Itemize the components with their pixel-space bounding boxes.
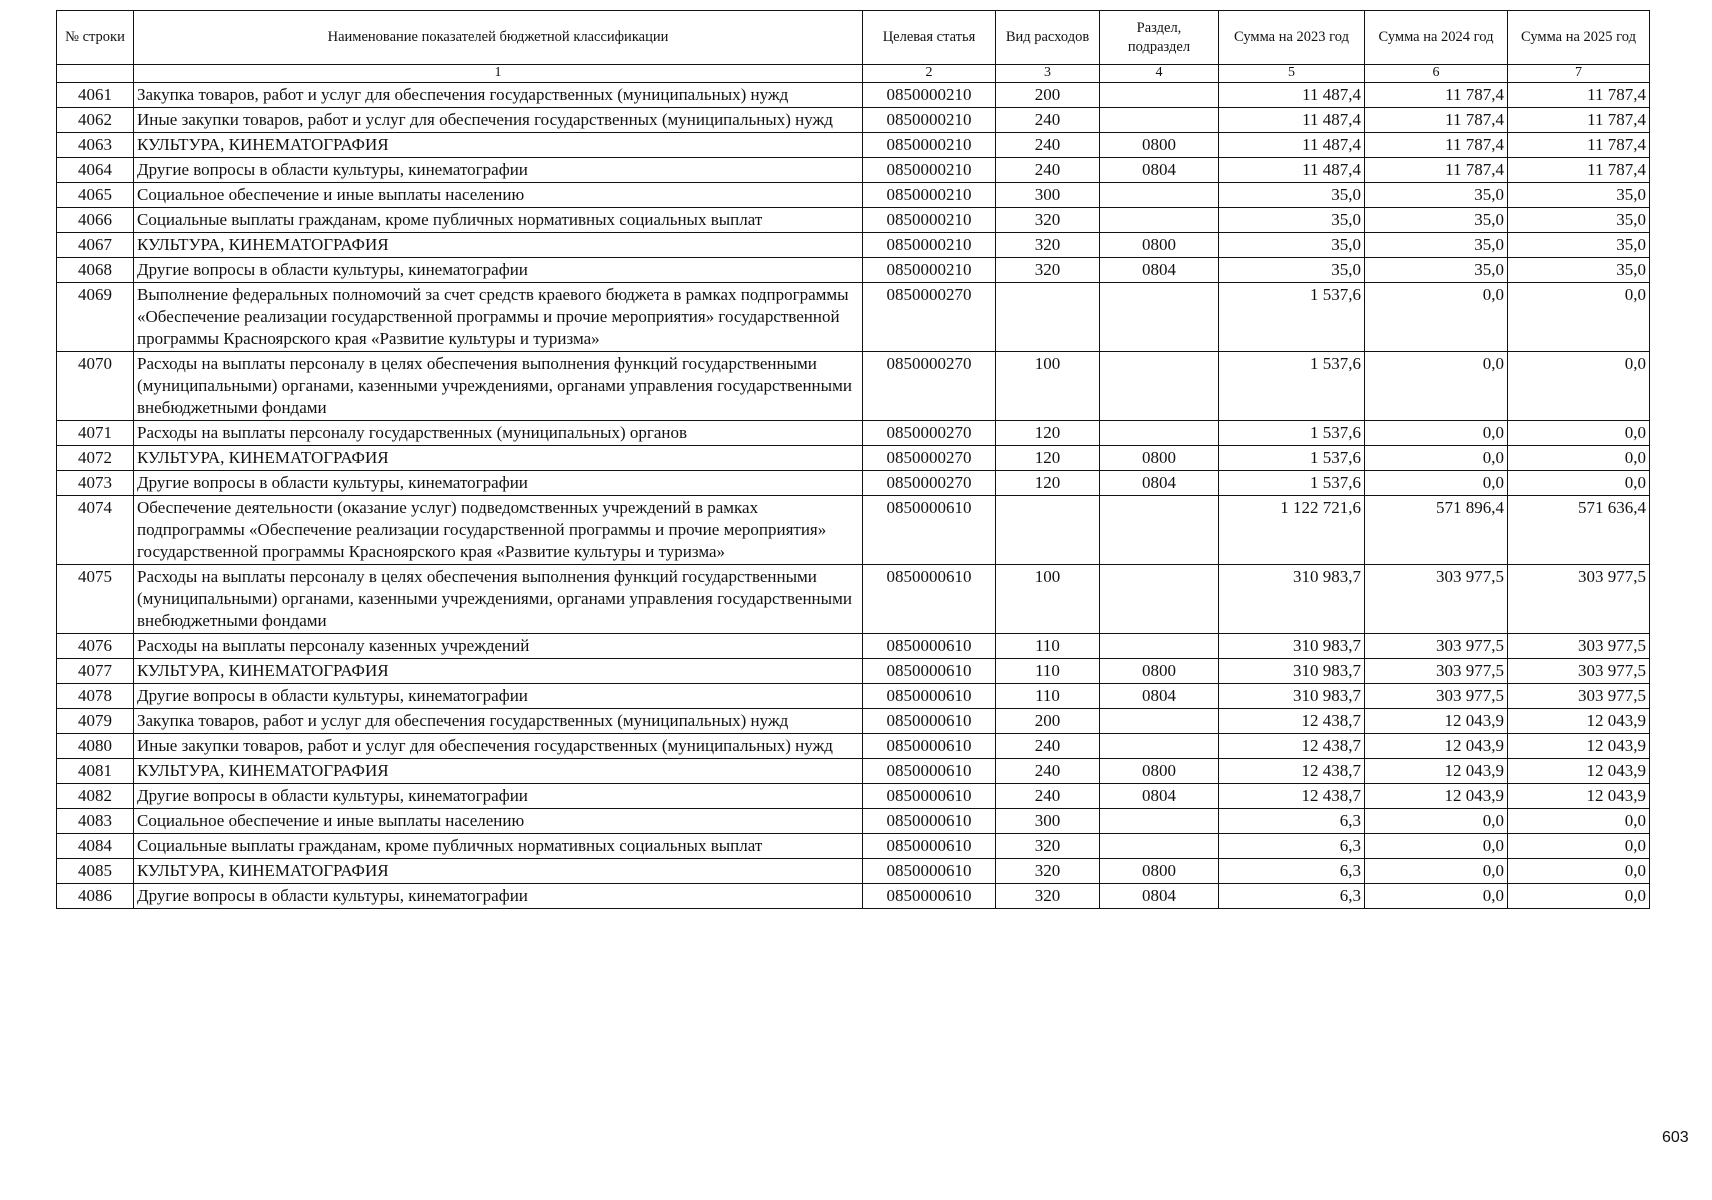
- row-expense-type: 110: [996, 684, 1100, 709]
- row-section: [1100, 496, 1219, 565]
- row-sum-2024: 0,0: [1365, 283, 1508, 352]
- row-sum-2023: 6,3: [1219, 809, 1365, 834]
- budget-table: [56, 10, 1650, 909]
- row-target-code: 0850000610: [863, 759, 996, 784]
- row-sum-2023: 6,3: [1219, 859, 1365, 884]
- column-number: 5: [1219, 65, 1365, 83]
- header-row: [57, 11, 1650, 65]
- table-row: [57, 734, 1650, 759]
- row-section: [1100, 283, 1219, 352]
- row-sum-2024: 303 977,5: [1365, 684, 1508, 709]
- row-name: КУЛЬТУРА, КИНЕМАТОГРАФИЯ: [134, 133, 863, 158]
- table-row: [57, 421, 1650, 446]
- row-sum-2024: 35,0: [1365, 183, 1508, 208]
- row-target-code: 0850000610: [863, 634, 996, 659]
- row-section: 0800: [1100, 446, 1219, 471]
- table-row: [57, 659, 1650, 684]
- row-target-code: 0850000210: [863, 258, 996, 283]
- row-number: 4077: [57, 659, 134, 684]
- row-number: 4063: [57, 133, 134, 158]
- row-sum-2023: 310 983,7: [1219, 659, 1365, 684]
- row-sum-2023: 6,3: [1219, 884, 1365, 909]
- row-name: Иные закупки товаров, работ и услуг для обеспечения государственных (муниципальных) нужд: [134, 734, 863, 759]
- row-expense-type: 240: [996, 108, 1100, 133]
- table-row: [57, 133, 1650, 158]
- row-target-code: 0850000270: [863, 283, 996, 352]
- row-number: 4083: [57, 809, 134, 834]
- row-name: Другие вопросы в области культуры, кинематографии: [134, 158, 863, 183]
- row-sum-2024: 0,0: [1365, 352, 1508, 421]
- row-number: 4072: [57, 446, 134, 471]
- row-section: 0804: [1100, 684, 1219, 709]
- row-expense-type: 240: [996, 759, 1100, 784]
- row-sum-2024: 35,0: [1365, 208, 1508, 233]
- row-number: 4065: [57, 183, 134, 208]
- row-expense-type: 100: [996, 565, 1100, 634]
- header-expense-type: Вид расходов: [996, 11, 1100, 65]
- table-row: [57, 158, 1650, 183]
- row-sum-2024: 11 787,4: [1365, 133, 1508, 158]
- page-number: 603: [1662, 1129, 1689, 1146]
- row-name: Социальное обеспечение и иные выплаты населению: [134, 809, 863, 834]
- table-row: [57, 183, 1650, 208]
- column-number: 4: [1100, 65, 1219, 83]
- row-target-code: 0850000610: [863, 496, 996, 565]
- row-section: 0800: [1100, 659, 1219, 684]
- row-sum-2025: 12 043,9: [1508, 734, 1650, 759]
- row-number: 4076: [57, 634, 134, 659]
- row-sum-2025: 11 787,4: [1508, 158, 1650, 183]
- row-sum-2025: 35,0: [1508, 208, 1650, 233]
- row-number: 4073: [57, 471, 134, 496]
- row-number: 4080: [57, 734, 134, 759]
- header-name: Наименование показателей бюджетной классификации: [134, 11, 863, 65]
- row-number: 4081: [57, 759, 134, 784]
- table-row: [57, 684, 1650, 709]
- table-body: [57, 83, 1650, 909]
- row-section: 0804: [1100, 884, 1219, 909]
- row-section: [1100, 208, 1219, 233]
- row-sum-2023: 310 983,7: [1219, 634, 1365, 659]
- row-expense-type: 320: [996, 208, 1100, 233]
- row-name: КУЛЬТУРА, КИНЕМАТОГРАФИЯ: [134, 659, 863, 684]
- row-number: 4068: [57, 258, 134, 283]
- row-sum-2024: 12 043,9: [1365, 734, 1508, 759]
- row-name: Выполнение федеральных полномочий за счет средств краевого бюджета в рамках подпрограммы «Обеспечение реализации государственной программы и прочие мероприятия» государственной программы Красноярского края «Развитие культуры и туризма»: [134, 283, 863, 352]
- row-sum-2024: 0,0: [1365, 446, 1508, 471]
- row-section: [1100, 709, 1219, 734]
- row-sum-2024: 0,0: [1365, 859, 1508, 884]
- row-expense-type: [996, 283, 1100, 352]
- row-expense-type: 100: [996, 352, 1100, 421]
- row-sum-2023: 1 537,6: [1219, 421, 1365, 446]
- row-sum-2025: 303 977,5: [1508, 565, 1650, 634]
- row-target-code: 0850000270: [863, 421, 996, 446]
- row-section: [1100, 352, 1219, 421]
- row-target-code: 0850000610: [863, 809, 996, 834]
- row-sum-2024: 35,0: [1365, 258, 1508, 283]
- row-sum-2023: 1 537,6: [1219, 446, 1365, 471]
- row-sum-2024: 303 977,5: [1365, 565, 1508, 634]
- row-sum-2025: 35,0: [1508, 183, 1650, 208]
- table-row: [57, 83, 1650, 108]
- row-sum-2023: 1 537,6: [1219, 352, 1365, 421]
- row-number: 4067: [57, 233, 134, 258]
- row-section: 0804: [1100, 471, 1219, 496]
- row-target-code: 0850000210: [863, 83, 996, 108]
- row-number: 4082: [57, 784, 134, 809]
- row-target-code: 0850000210: [863, 108, 996, 133]
- row-name: Расходы на выплаты персоналу государственных (муниципальных) органов: [134, 421, 863, 446]
- row-sum-2023: 1 537,6: [1219, 283, 1365, 352]
- table-row: [57, 108, 1650, 133]
- table-row: [57, 233, 1650, 258]
- row-sum-2025: 0,0: [1508, 859, 1650, 884]
- row-sum-2024: 0,0: [1365, 471, 1508, 496]
- row-sum-2025: 11 787,4: [1508, 83, 1650, 108]
- row-sum-2024: 571 896,4: [1365, 496, 1508, 565]
- row-sum-2025: 0,0: [1508, 834, 1650, 859]
- row-number: 4069: [57, 283, 134, 352]
- row-expense-type: 240: [996, 158, 1100, 183]
- row-section: [1100, 183, 1219, 208]
- row-section: [1100, 734, 1219, 759]
- header-sum-2024: Сумма на 2024 год: [1365, 11, 1508, 65]
- row-number: 4064: [57, 158, 134, 183]
- column-number: 7: [1508, 65, 1650, 83]
- row-expense-type: 110: [996, 634, 1100, 659]
- header-row-no: № строки: [57, 11, 134, 65]
- row-sum-2023: 35,0: [1219, 258, 1365, 283]
- row-sum-2023: 310 983,7: [1219, 684, 1365, 709]
- row-name: Другие вопросы в области культуры, кинематографии: [134, 684, 863, 709]
- row-name: Закупка товаров, работ и услуг для обеспечения государственных (муниципальных) нужд: [134, 83, 863, 108]
- table-row: [57, 759, 1650, 784]
- row-target-code: 0850000610: [863, 709, 996, 734]
- table-row: [57, 834, 1650, 859]
- row-sum-2024: 11 787,4: [1365, 158, 1508, 183]
- header-section: Раздел, подраздел: [1100, 11, 1219, 65]
- row-section: 0800: [1100, 233, 1219, 258]
- column-number: [57, 65, 134, 83]
- row-number: 4086: [57, 884, 134, 909]
- row-sum-2023: 12 438,7: [1219, 784, 1365, 809]
- row-name: Иные закупки товаров, работ и услуг для обеспечения государственных (муниципальных) нужд: [134, 108, 863, 133]
- row-number: 4085: [57, 859, 134, 884]
- row-target-code: 0850000610: [863, 834, 996, 859]
- row-section: [1100, 83, 1219, 108]
- row-sum-2023: 11 487,4: [1219, 133, 1365, 158]
- row-section: [1100, 809, 1219, 834]
- table-row: [57, 352, 1650, 421]
- row-target-code: 0850000610: [863, 684, 996, 709]
- row-expense-type: 320: [996, 859, 1100, 884]
- row-expense-type: 240: [996, 133, 1100, 158]
- row-target-code: 0850000610: [863, 859, 996, 884]
- table-row: [57, 709, 1650, 734]
- row-sum-2023: 12 438,7: [1219, 709, 1365, 734]
- row-sum-2025: 12 043,9: [1508, 784, 1650, 809]
- row-section: 0800: [1100, 133, 1219, 158]
- header-sum-2023: Сумма на 2023 год: [1219, 11, 1365, 65]
- row-sum-2024: 12 043,9: [1365, 759, 1508, 784]
- row-sum-2025: 0,0: [1508, 283, 1650, 352]
- row-target-code: 0850000210: [863, 158, 996, 183]
- row-section: 0804: [1100, 158, 1219, 183]
- header-sum-2025: Сумма на 2025 год: [1508, 11, 1650, 65]
- row-sum-2025: 0,0: [1508, 471, 1650, 496]
- row-sum-2023: 35,0: [1219, 183, 1365, 208]
- row-sum-2024: 0,0: [1365, 884, 1508, 909]
- row-number: 4070: [57, 352, 134, 421]
- row-sum-2024: 11 787,4: [1365, 83, 1508, 108]
- row-target-code: 0850000610: [863, 659, 996, 684]
- row-name: Расходы на выплаты персоналу казенных учреждений: [134, 634, 863, 659]
- column-number: 1: [134, 65, 863, 83]
- header-target: Целевая статья: [863, 11, 996, 65]
- row-number: 4079: [57, 709, 134, 734]
- column-number-row: [57, 65, 1650, 83]
- column-number: 2: [863, 65, 996, 83]
- table-row: [57, 283, 1650, 352]
- row-target-code: 0850000610: [863, 784, 996, 809]
- row-sum-2023: 11 487,4: [1219, 83, 1365, 108]
- row-name: Расходы на выплаты персоналу в целях обеспечения выполнения функций государственными (муниципальными) органами, казенными учреждениями, органами управления государственными внебюджетными фондами: [134, 565, 863, 634]
- row-section: [1100, 634, 1219, 659]
- row-name: КУЛЬТУРА, КИНЕМАТОГРАФИЯ: [134, 233, 863, 258]
- row-sum-2024: 303 977,5: [1365, 659, 1508, 684]
- row-name: Социальные выплаты гражданам, кроме публичных нормативных социальных выплат: [134, 834, 863, 859]
- row-number: 4061: [57, 83, 134, 108]
- row-expense-type: 110: [996, 659, 1100, 684]
- row-name: Закупка товаров, работ и услуг для обеспечения государственных (муниципальных) нужд: [134, 709, 863, 734]
- row-name: Социальное обеспечение и иные выплаты населению: [134, 183, 863, 208]
- row-sum-2023: 11 487,4: [1219, 108, 1365, 133]
- table-row: [57, 884, 1650, 909]
- row-number: 4074: [57, 496, 134, 565]
- column-number: 6: [1365, 65, 1508, 83]
- row-expense-type: 200: [996, 709, 1100, 734]
- row-expense-type: 240: [996, 784, 1100, 809]
- row-sum-2023: 12 438,7: [1219, 734, 1365, 759]
- row-expense-type: 200: [996, 83, 1100, 108]
- row-sum-2024: 35,0: [1365, 233, 1508, 258]
- row-number: 4084: [57, 834, 134, 859]
- table-row: [57, 565, 1650, 634]
- row-target-code: 0850000210: [863, 208, 996, 233]
- row-number: 4071: [57, 421, 134, 446]
- row-expense-type: 120: [996, 421, 1100, 446]
- row-name: Социальные выплаты гражданам, кроме публичных нормативных социальных выплат: [134, 208, 863, 233]
- row-section: 0800: [1100, 859, 1219, 884]
- row-number: 4062: [57, 108, 134, 133]
- table-row: [57, 859, 1650, 884]
- table-row: [57, 809, 1650, 834]
- row-sum-2024: 0,0: [1365, 421, 1508, 446]
- row-sum-2023: 310 983,7: [1219, 565, 1365, 634]
- row-sum-2023: 6,3: [1219, 834, 1365, 859]
- row-name: Расходы на выплаты персоналу в целях обеспечения выполнения функций государственными (муниципальными) органами, казенными учреждениями, органами управления государственными внебюджетными фондами: [134, 352, 863, 421]
- row-target-code: 0850000270: [863, 446, 996, 471]
- row-name: Другие вопросы в области культуры, кинематографии: [134, 884, 863, 909]
- row-sum-2023: 11 487,4: [1219, 158, 1365, 183]
- row-sum-2025: 35,0: [1508, 233, 1650, 258]
- table-row: [57, 496, 1650, 565]
- row-sum-2025: 11 787,4: [1508, 108, 1650, 133]
- row-sum-2024: 12 043,9: [1365, 709, 1508, 734]
- row-name: Другие вопросы в области культуры, кинематографии: [134, 784, 863, 809]
- row-name: Другие вопросы в области культуры, кинематографии: [134, 258, 863, 283]
- row-name: КУЛЬТУРА, КИНЕМАТОГРАФИЯ: [134, 446, 863, 471]
- table-row: [57, 446, 1650, 471]
- row-sum-2025: 11 787,4: [1508, 133, 1650, 158]
- row-expense-type: 300: [996, 183, 1100, 208]
- row-number: 4075: [57, 565, 134, 634]
- row-name: Обеспечение деятельности (оказание услуг) подведомственных учреждений в рамках подпрограммы «Обеспечение реализации государственной программы и прочие мероприятия» государственной программы Красноярского края «Развитие культуры и туризма»: [134, 496, 863, 565]
- table-row: [57, 471, 1650, 496]
- row-sum-2025: 0,0: [1508, 884, 1650, 909]
- row-sum-2025: 35,0: [1508, 258, 1650, 283]
- table-row: [57, 634, 1650, 659]
- row-sum-2023: 1 122 721,6: [1219, 496, 1365, 565]
- row-section: 0804: [1100, 258, 1219, 283]
- row-expense-type: [996, 496, 1100, 565]
- row-section: [1100, 834, 1219, 859]
- row-target-code: 0850000210: [863, 133, 996, 158]
- row-sum-2024: 0,0: [1365, 809, 1508, 834]
- row-sum-2024: 303 977,5: [1365, 634, 1508, 659]
- row-sum-2023: 1 537,6: [1219, 471, 1365, 496]
- row-sum-2024: 11 787,4: [1365, 108, 1508, 133]
- row-section: [1100, 421, 1219, 446]
- row-sum-2025: 0,0: [1508, 421, 1650, 446]
- row-sum-2025: 12 043,9: [1508, 759, 1650, 784]
- row-section: 0800: [1100, 759, 1219, 784]
- row-name: КУЛЬТУРА, КИНЕМАТОГРАФИЯ: [134, 759, 863, 784]
- row-sum-2024: 0,0: [1365, 834, 1508, 859]
- row-expense-type: 120: [996, 471, 1100, 496]
- row-target-code: 0850000610: [863, 565, 996, 634]
- row-expense-type: 320: [996, 258, 1100, 283]
- row-target-code: 0850000210: [863, 183, 996, 208]
- row-number: 4078: [57, 684, 134, 709]
- row-sum-2025: 303 977,5: [1508, 634, 1650, 659]
- row-number: 4066: [57, 208, 134, 233]
- row-sum-2025: 0,0: [1508, 809, 1650, 834]
- row-expense-type: 120: [996, 446, 1100, 471]
- row-sum-2023: 12 438,7: [1219, 759, 1365, 784]
- row-section: [1100, 108, 1219, 133]
- row-sum-2025: 0,0: [1508, 446, 1650, 471]
- row-sum-2024: 12 043,9: [1365, 784, 1508, 809]
- row-sum-2025: 0,0: [1508, 352, 1650, 421]
- row-target-code: 0850000610: [863, 884, 996, 909]
- row-name: КУЛЬТУРА, КИНЕМАТОГРАФИЯ: [134, 859, 863, 884]
- table-row: [57, 208, 1650, 233]
- table-row: [57, 258, 1650, 283]
- row-section: 0804: [1100, 784, 1219, 809]
- row-sum-2025: 12 043,9: [1508, 709, 1650, 734]
- row-target-code: 0850000270: [863, 471, 996, 496]
- row-target-code: 0850000610: [863, 734, 996, 759]
- row-sum-2025: 571 636,4: [1508, 496, 1650, 565]
- row-target-code: 0850000210: [863, 233, 996, 258]
- row-sum-2025: 303 977,5: [1508, 659, 1650, 684]
- row-section: [1100, 565, 1219, 634]
- row-name: Другие вопросы в области культуры, кинематографии: [134, 471, 863, 496]
- row-expense-type: 320: [996, 233, 1100, 258]
- row-expense-type: 300: [996, 809, 1100, 834]
- row-target-code: 0850000270: [863, 352, 996, 421]
- row-expense-type: 320: [996, 884, 1100, 909]
- column-number: 3: [996, 65, 1100, 83]
- budget-sheet: [56, 10, 1650, 909]
- row-sum-2023: 35,0: [1219, 233, 1365, 258]
- row-expense-type: 240: [996, 734, 1100, 759]
- row-expense-type: 320: [996, 834, 1100, 859]
- row-sum-2023: 35,0: [1219, 208, 1365, 233]
- row-sum-2025: 303 977,5: [1508, 684, 1650, 709]
- table-row: [57, 784, 1650, 809]
